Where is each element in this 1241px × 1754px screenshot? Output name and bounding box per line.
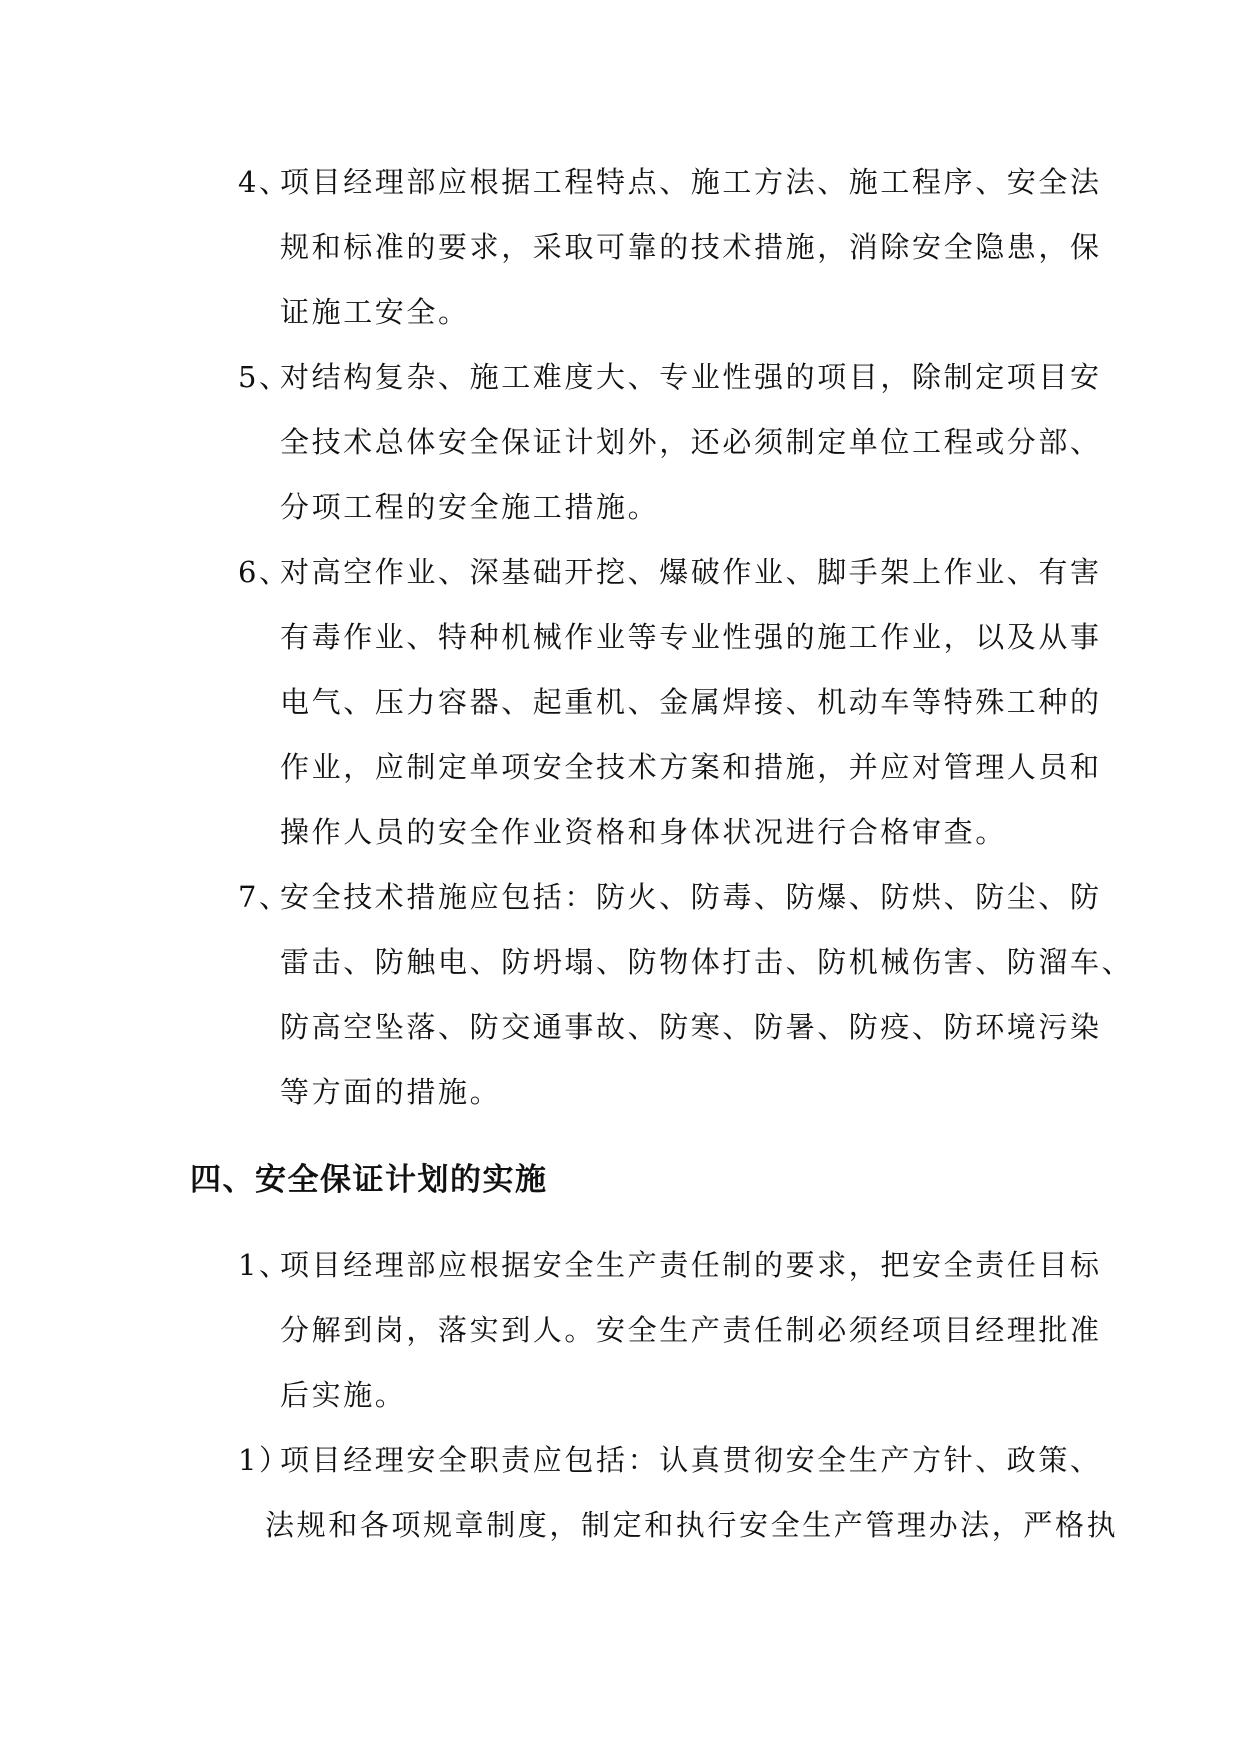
- item-4-number: 4、: [238, 165, 291, 199]
- item-5-number: 5、: [238, 360, 291, 394]
- section-4-item-1-line-1: 项目经理部应根据安全生产责任制的要求，把安全责任目标: [280, 1248, 1102, 1282]
- section-4-item-1-line-2: 分解到岗，落实到人。安全生产责任制必须经项目经理批准: [280, 1313, 1102, 1347]
- section-4-heading: 四、安全保证计划的实施: [190, 1162, 548, 1198]
- item-5-line-3: 分项工程的安全施工措施。: [280, 490, 660, 524]
- item-6-line-4: 作业，应制定单项安全技术方案和措施，并应对管理人员和: [280, 750, 1102, 784]
- item-6-line-2: 有毒作业、特种机械作业等专业性强的施工作业，以及从事: [280, 620, 1102, 654]
- item-7-line-2: 雷击、防触电、防坍塌、防物体打击、防机械伤害、防溜车、: [280, 945, 1134, 979]
- item-7-line-3: 防高空坠落、防交通事故、防寒、防暑、防疫、防环境污染: [280, 1010, 1102, 1044]
- item-7-number: 7、: [238, 880, 291, 914]
- item-6-number: 6、: [238, 555, 291, 589]
- sub-item-1-line-2: 法规和各项规章制度，制定和执行安全生产管理办法，严格执: [265, 1508, 1119, 1542]
- sub-item-1-line-1: 项目经理安全职责应包括：认真贯彻安全生产方针、政策、: [280, 1443, 1102, 1477]
- item-7-line-4: 等方面的措施。: [280, 1075, 502, 1109]
- item-6-line-3: 电气、压力容器、起重机、金属焊接、机动车等特殊工种的: [280, 685, 1102, 719]
- item-6-line-1: 对高空作业、深基础开挖、爆破作业、脚手架上作业、有害: [280, 555, 1102, 589]
- item-7-line-1: 安全技术措施应包括：防火、防毒、防爆、防烘、防尘、防: [280, 880, 1102, 914]
- section-4-item-1-line-3: 后实施。: [280, 1378, 407, 1412]
- item-4-line-1: 项目经理部应根据工程特点、施工方法、施工程序、安全法: [280, 165, 1102, 199]
- item-4-line-3: 证施工安全。: [280, 295, 470, 329]
- item-5-line-1: 对结构复杂、施工难度大、专业性强的项目，除制定项目安: [280, 360, 1102, 394]
- item-6-line-5: 操作人员的安全作业资格和身体状况进行合格审查。: [280, 815, 1007, 849]
- item-5-line-2: 全技术总体安全保证计划外，还必须制定单位工程或分部、: [280, 425, 1102, 459]
- section-4-item-1-number: 1、: [238, 1248, 291, 1282]
- sub-item-1-number: 1）: [238, 1443, 291, 1477]
- item-4-line-2: 规和标准的要求，采取可靠的技术措施，消除安全隐患，保: [280, 230, 1102, 264]
